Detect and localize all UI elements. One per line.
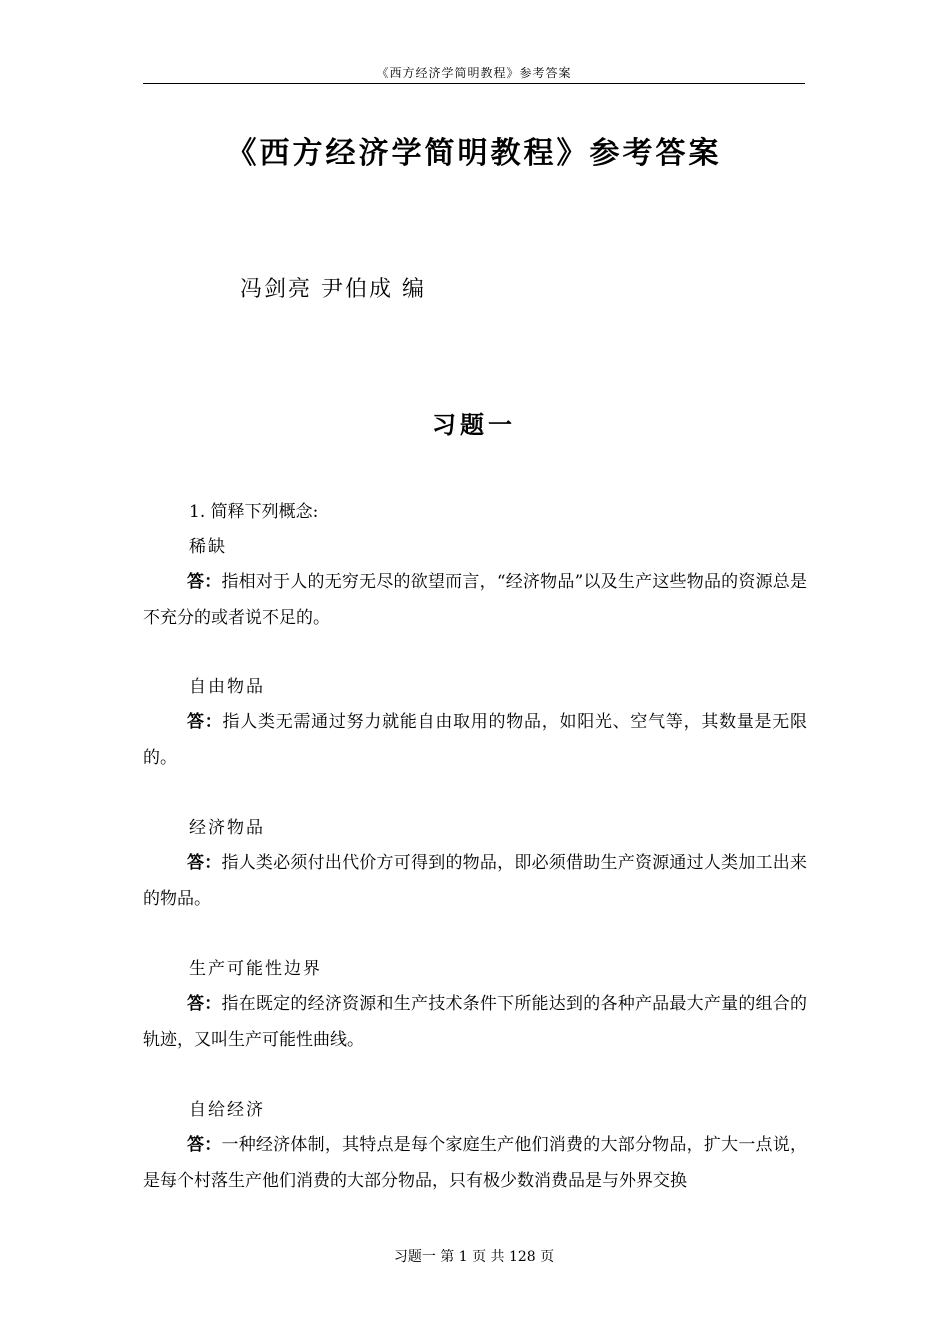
answer-paragraph: 答：一种经济体制，其特点是每个家庭生产他们消费的大部分物品，扩大一点说，是每个村落生产他们消费的大部分物品，只有极少数消费品是与外界交换 [143,1135,808,1191]
answer-paragraph: 答：指相对于人的无穷无尽的欲望而言，“经济物品”以及生产这些物品的资源总是不充分的或者说不足的。 [143,572,808,628]
answer-paragraph: 答：指人类必须付出代价方可得到的物品，即必须借助生产资源通过人类加工出来的物品。 [143,853,808,909]
authors: 冯剑亮 尹伯成 编 [240,277,426,302]
answer-text: 指相对于人的无穷无尽的欲望而言，“经济物品”以及生产这些物品的资源总是不充分的或者说不足的。 [143,572,808,628]
header-rule [143,83,805,84]
answer-paragraph: 答：指在既定的经济资源和生产技术条件下所能达到的各种产品最大产量的组合的轨迹，又叫生产可能性曲线。 [143,994,808,1050]
question-heading: 1. 简释下列概念: [189,502,319,522]
term-label: 经济物品 [189,818,265,838]
answer-label: 答 [187,572,205,592]
term-label: 稀缺 [189,537,227,557]
answer-text: 指人类无需通过努力就能自由取用的物品，如阳光、空气等，其数量是无限的。 [143,712,808,768]
answer-paragraph: 答：指人类无需通过努力就能自由取用的物品，如阳光、空气等，其数量是无限的。 [143,712,808,768]
answer-text: 指在既定的经济资源和生产技术条件下所能达到的各种产品最大产量的组合的轨迹，又叫生产可能性曲线。 [143,994,808,1050]
term-label: 自给经济 [189,1100,265,1120]
answer-label: 答 [187,712,205,732]
chapter-heading: 习题一 [432,410,516,439]
page-footer: 习题一 第 1 页 共 128 页 [393,1249,555,1265]
answer-label: 答 [187,994,205,1014]
answer-label: 答 [187,853,205,873]
term-label: 生产可能性边界 [189,959,322,979]
answer-text: 一种经济体制，其特点是每个家庭生产他们消费的大部分物品，扩大一点说，是每个村落生产他们消费的大部分物品，只有极少数消费品是与外界交换 [143,1135,808,1191]
document-title: 《西方经济学简明教程》参考答案 [226,136,722,171]
answer-text: 指人类必须付出代价方可得到的物品，即必须借助生产资源通过人类加工出来的物品。 [143,853,808,909]
term-label: 自由物品 [189,677,265,697]
answer-label: 答 [187,1135,205,1155]
running-header: 《西方经济学简明教程》参考答案 [376,66,572,80]
